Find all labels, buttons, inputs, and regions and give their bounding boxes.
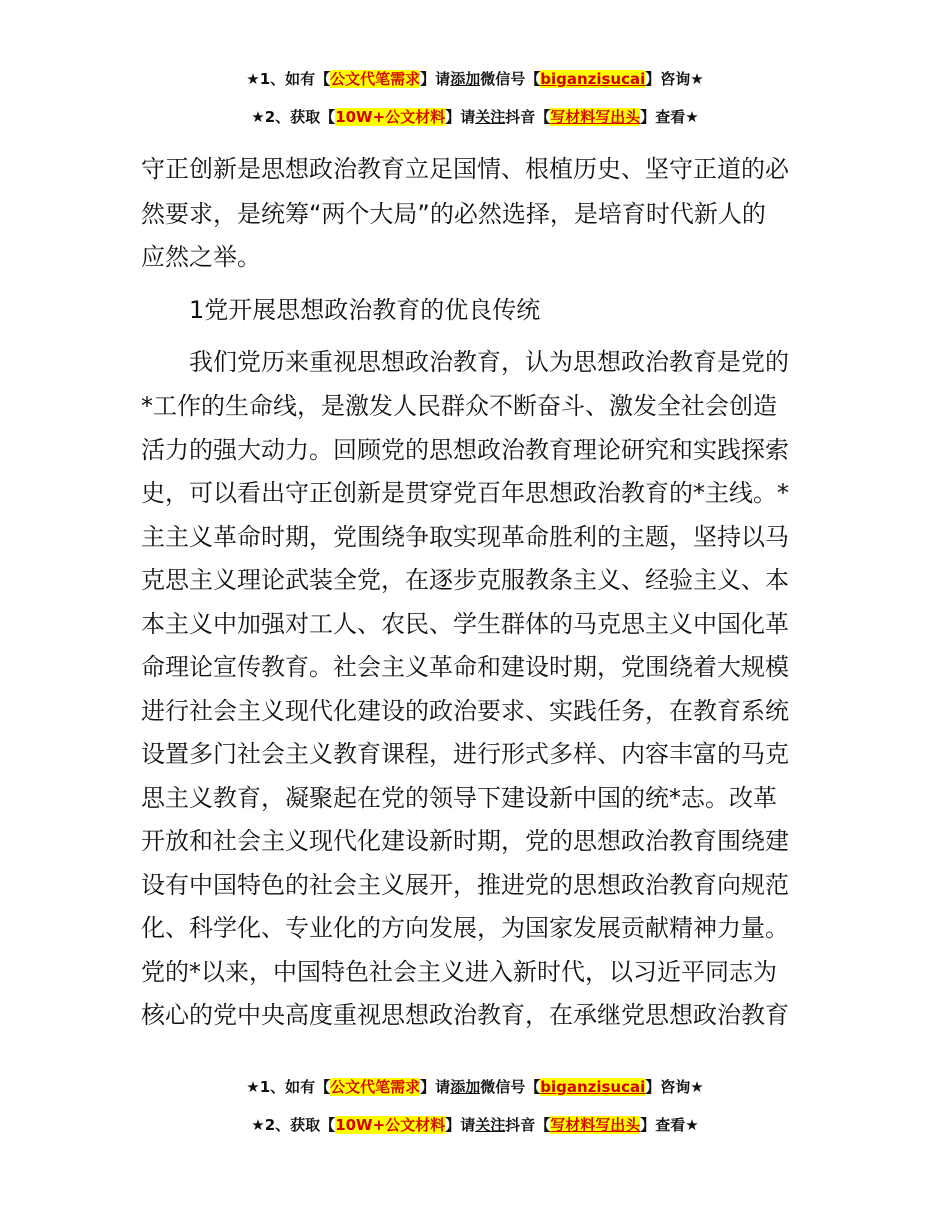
banner-text: 微信号【 — [480, 1078, 541, 1096]
banner-underline: 关注 — [475, 108, 506, 126]
body-line: *工作的生命线，是激发人民群众不断奋斗、激发全社会创造 — [141, 392, 777, 420]
banner-prefix: ★1、如有【 — [246, 1078, 331, 1096]
body-line: 设置多门社会主义教育课程，进行形式多样、内容丰富的马克 — [141, 740, 789, 768]
banner-text: 】请 — [420, 70, 451, 88]
body-line: 克思主义理论武装全党，在逐步克服教条主义、经验主义、本 — [141, 566, 789, 594]
banner-douyin-id: 写材料写出头 — [550, 1116, 641, 1134]
body-line: 党的*以来，中国特色社会主义进入新时代，以习近平同志为 — [141, 958, 777, 986]
body-line: 开放和社会主义现代化建设新时期，党的思想政治教育围绕建 — [141, 827, 789, 855]
body-line: 进行社会主义现代化建设的政治要求、实践任务，在教育系统 — [141, 697, 789, 725]
banner-prefix: ★1、如有【 — [246, 70, 331, 88]
section-heading: 1党开展思想政治教育的优良传统 — [189, 296, 541, 324]
body-line: 本主义中加强对工人、农民、学生群体的马克思主义中国化革 — [141, 610, 789, 638]
banner-text: 抖音【 — [505, 108, 551, 126]
body-line: 核心的党中央高度重视思想政治教育，在承继党思想政治教育 — [141, 1001, 789, 1029]
banner-text: 】请 — [445, 108, 476, 126]
banner-text: 】请 — [445, 1116, 476, 1134]
banner-highlight: 公文代笔需求 — [330, 1078, 421, 1096]
banner-suffix: 】查看★ — [640, 1116, 699, 1134]
body-line: 思主义教育，凝聚起在党的领导下建设新中国的统*志。改革 — [141, 784, 777, 812]
banner-underline: 添加 — [450, 70, 481, 88]
banner-wechat-id: biganzisucai — [540, 70, 646, 88]
banner-highlight: 10W+公文材料 — [335, 1116, 446, 1134]
banner-douyin-id: 写材料写出头 — [550, 108, 641, 126]
banner-text: 抖音【 — [505, 1116, 551, 1134]
banner-highlight: 10W+公文材料 — [335, 108, 446, 126]
body-line: 史，可以看出守正创新是贯穿党百年思想政治教育的*主线。* — [141, 479, 789, 507]
body-line: 我们党历来重视思想政治教育，认为思想政治教育是党的 — [189, 348, 789, 376]
banner-highlight: 公文代笔需求 — [330, 70, 421, 88]
banner-underline: 添加 — [450, 1078, 481, 1096]
body-line: 主主义革命时期，党围绕争取实现革命胜利的主题，坚持以马 — [141, 523, 789, 551]
banner-prefix: ★2、获取【 — [251, 108, 336, 126]
banner-prefix: ★2、获取【 — [251, 1116, 336, 1134]
bottom-banner-line-1 — [0, 1076, 950, 1098]
body-line: 化、科学化、专业化的方向发展，为国家发展贡献精神力量。 — [141, 914, 789, 942]
banner-underline: 关注 — [475, 1116, 506, 1134]
body-line: 命理论宣传教育。社会主义革命和建设时期，党围绕着大规模 — [141, 653, 789, 681]
top-banner-line-1 — [0, 68, 950, 90]
banner-text: 】请 — [420, 1078, 451, 1096]
banner-suffix: 】查看★ — [640, 108, 699, 126]
banner-wechat-id: biganzisucai — [540, 1078, 646, 1096]
banner-suffix: 】咨询★ — [645, 70, 704, 88]
body-line: 守正创新是思想政治教育立足国情、根植历史、坚守正道的必 — [141, 155, 789, 183]
banner-text: 微信号【 — [480, 70, 541, 88]
body-line: 应然之举。 — [141, 243, 261, 271]
body-line: 活力的强大动力。回顾党的思想政治教育理论研究和实践探索 — [141, 436, 789, 464]
top-banner-line-2 — [0, 106, 950, 128]
banner-suffix: 】咨询★ — [645, 1078, 704, 1096]
body-line: 然要求，是统筹“两个大局”的必然选择，是培育时代新人的 — [141, 200, 766, 228]
body-line: 设有中国特色的社会主义展开，推进党的思想政治教育向规范 — [141, 871, 789, 899]
bottom-banner-line-2 — [0, 1114, 950, 1136]
